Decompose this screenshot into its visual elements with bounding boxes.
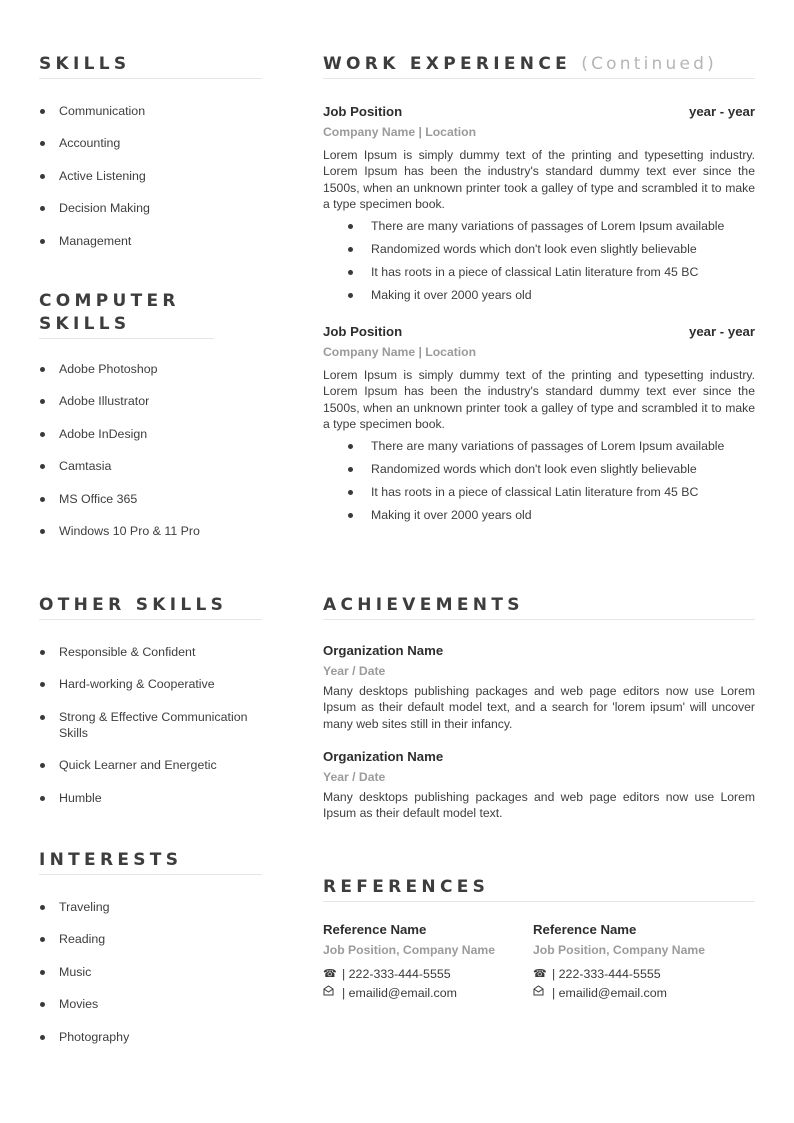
job-years: year - year	[689, 324, 755, 340]
reference-email	[533, 985, 743, 1001]
achievement-entry	[323, 748, 755, 822]
job-bullets	[323, 218, 755, 303]
list-item: Randomized words which don't look even slightly believable	[323, 241, 755, 257]
section-title-achievements: ACHIEVEMENTS	[323, 594, 755, 620]
computer-skills-list	[39, 361, 262, 539]
job-description: Lorem Ipsum is simply dummy text of the printing and typesetting industry. Lorem Ipsum has been the industry's standard dummy text ever since the 1500s, when an unknown printer took a galley of type and scrambled it to make a type specimen book.	[323, 368, 755, 432]
email-icon	[323, 985, 336, 1001]
list-item: Accounting	[39, 135, 262, 151]
phone-number: | 222-333-444-5555	[552, 967, 661, 981]
list-item: Reading	[39, 931, 262, 947]
list-item: Photography	[39, 1029, 262, 1045]
list-item: Communication	[39, 103, 262, 119]
reference-phone	[323, 966, 533, 982]
work-experience-heading: WORK EXPERIENCE	[323, 54, 572, 74]
phone-icon: ☎	[533, 968, 547, 980]
list-item: There are many variations of passages of Lorem Ipsum available	[323, 218, 755, 234]
reference-position: Job Position, Company Name	[533, 943, 706, 957]
list-item: Active Listening	[39, 168, 262, 184]
list-item: Quick Learner and Energetic	[39, 757, 262, 773]
job-bullets	[323, 438, 755, 523]
list-item: Decision Making	[39, 200, 262, 216]
achievement-description: Many desktops publishing packages and web page editors now use Lorem Ipsum as their default model text, and a search for 'lorem ipsum' will uncover many web sites still in their infancy.	[323, 684, 755, 731]
achievement-entry	[323, 642, 755, 732]
job-entry	[323, 323, 755, 523]
email-address[interactable]: | emailid@email.com	[552, 986, 667, 1000]
other-skills-list	[39, 644, 262, 806]
list-item: Adobe Photoshop	[39, 361, 262, 377]
list-item: Camtasia	[39, 458, 262, 474]
interests-list	[39, 899, 262, 1045]
list-item: Hard-working & Cooperative	[39, 676, 262, 692]
interests-section	[39, 849, 262, 1061]
work-experience-section	[323, 53, 755, 530]
references-list	[323, 921, 755, 1001]
job-years: year - year	[689, 104, 755, 119]
skills-section	[39, 53, 262, 265]
list-item: MS Office 365	[39, 491, 262, 507]
section-title-references: REFERENCES	[323, 876, 755, 902]
other-skills-section	[39, 594, 262, 822]
company-location: Company Name | Location	[323, 125, 477, 139]
organization-name: Organization Name	[323, 748, 444, 764]
reference-name: Reference Name	[533, 922, 637, 937]
achievement-date: Year / Date	[323, 769, 386, 784]
job-description: Lorem Ipsum is simply dummy text of the printing and typesetting industry. Lorem Ipsum has been the industry's standard dummy text ever since the 1500s, when an unknown printer took a galley of type and scrambled it to make a type specimen book.	[323, 148, 755, 211]
achievements-section	[323, 594, 755, 821]
email-icon	[533, 985, 546, 1001]
list-item: It has roots in a piece of classical Latin literature from 45 BC	[323, 264, 755, 280]
reference-card	[533, 921, 743, 1001]
reference-name: Reference Name	[323, 922, 427, 937]
section-title-work-experience	[323, 53, 755, 79]
list-item: Making it over 2000 years old	[323, 287, 755, 303]
section-title-other-skills: OTHER SKILLS	[39, 594, 262, 620]
section-title-computer-skills: COMPUTER SKILLS	[39, 290, 214, 339]
list-item: Strong & Effective Communication Skills	[39, 709, 262, 741]
list-item: Windows 10 Pro & 11 Pro	[39, 523, 262, 539]
list-item: Management	[39, 233, 262, 249]
skills-list	[39, 103, 262, 249]
section-title-interests: INTERESTS	[39, 849, 262, 875]
list-item: Adobe Illustrator	[39, 393, 262, 409]
achievement-date: Year / Date	[323, 664, 386, 678]
list-item: Responsible & Confident	[39, 644, 262, 660]
list-item: Making it over 2000 years old	[323, 507, 755, 523]
reference-email	[323, 985, 533, 1001]
references-section	[323, 876, 755, 1001]
job-entry	[323, 103, 755, 303]
list-item: There are many variations of passages of Lorem Ipsum available	[323, 438, 755, 454]
list-item: It has roots in a piece of classical Latin literature from 45 BC	[323, 484, 755, 500]
job-position: Job Position	[323, 104, 403, 119]
computer-skills-section	[39, 290, 262, 555]
list-item: Traveling	[39, 899, 262, 915]
achievement-description: Many desktops publishing packages and web page editors now use Lorem Ipsum as their default model text.	[323, 789, 755, 821]
reference-phone	[533, 966, 743, 982]
list-item: Humble	[39, 790, 262, 806]
list-item: Music	[39, 964, 262, 980]
list-item: Randomized words which don't look even slightly believable	[323, 461, 755, 477]
email-address[interactable]: | emailid@email.com	[342, 986, 457, 1000]
reference-position: Job Position, Company Name	[323, 943, 496, 957]
organization-name: Organization Name	[323, 643, 444, 658]
job-position: Job Position	[323, 324, 403, 340]
company-location: Company Name | Location	[323, 345, 477, 360]
section-title-skills: SKILLS	[39, 53, 262, 79]
list-item: Adobe InDesign	[39, 426, 262, 442]
phone-icon: ☎	[323, 968, 337, 980]
continued-label: (Continued)	[581, 54, 717, 74]
reference-card	[323, 921, 533, 1001]
phone-number: | 222-333-444-5555	[342, 967, 451, 981]
list-item: Movies	[39, 996, 262, 1012]
